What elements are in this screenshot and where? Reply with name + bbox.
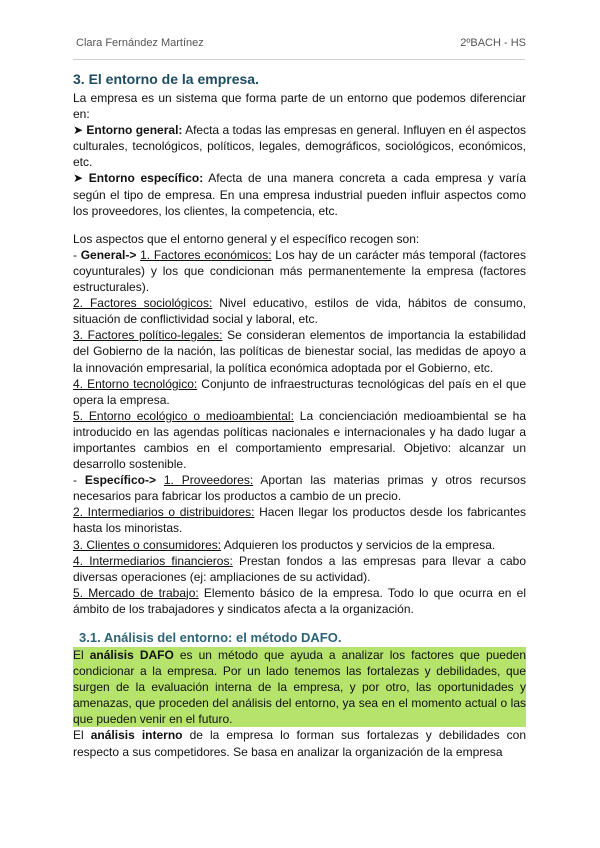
factor-title: 3. Factores político-legales: bbox=[73, 328, 223, 343]
specific-group-label: Específico-> bbox=[84, 473, 156, 488]
specific-factor-5 bbox=[73, 585, 526, 617]
factor-title: 5. Mercado de trabajo: bbox=[73, 585, 199, 600]
factor-title: 4. Intermediarios financieros: bbox=[73, 553, 233, 568]
spacer bbox=[73, 219, 526, 231]
dafo-term: análisis DAFO bbox=[89, 648, 174, 662]
factor-text: Conjunto de infraestructuras tecnológicas del país en el que opera la empresa. bbox=[73, 376, 527, 407]
factor-text: Aportan las materias primas y otros recursos necesarios para fabricar los productos a cambio de un precio. bbox=[73, 473, 526, 504]
internal-analysis-paragraph bbox=[73, 727, 526, 759]
header-divider bbox=[73, 59, 525, 60]
factor-title: 2. Intermediarios o distribuidores: bbox=[73, 505, 255, 520]
specific-environment-paragraph bbox=[73, 170, 526, 218]
factor-text: Prestan fondos a las empresas para llevar a cabo diversas operaciones (ej: ampliaciones de su actividad). bbox=[73, 553, 526, 584]
spacer bbox=[73, 617, 526, 629]
dafo-pre: El bbox=[73, 648, 90, 662]
factor-title: 2. Factores sociológicos: bbox=[73, 296, 213, 311]
general-factor-1 bbox=[73, 247, 526, 295]
specific-factor-1 bbox=[73, 472, 526, 504]
dafo-text: es un método que ayuda a analizar los factores que pueden condicionar a la empresa. Por un lado tenemos las fortalezas y debilidades, que surgen de la evaluación interna de la empresa, y por otro, las oportunidades y amenazas, que proceden del análisis del entorno, ya sea en el momento actual o las que pueden venir en el futuro. bbox=[73, 648, 526, 727]
factor-title: 3. Clientes o consumidores: bbox=[73, 537, 222, 552]
factor-text: Adquieren los productos y servicios de la empresa. bbox=[221, 537, 496, 552]
general-environment-text: Afecta a todas las empresas en general. Influyen en él aspectos culturales, tecnológicos, políticos, legales, demográficos, sociológicos, económicos, etc. bbox=[73, 123, 526, 170]
specific-group-prefix: - bbox=[73, 473, 85, 488]
general-environment-paragraph bbox=[73, 122, 526, 170]
factor-text: Hacen llegar los productos desde los fabricantes hasta los minoristas. bbox=[73, 505, 526, 536]
document-body bbox=[73, 68, 526, 760]
general-factor-3 bbox=[73, 327, 526, 375]
specific-environment-text: Afecta de una manera concreta a cada empresa y varía según el tipo de empresa. En una empresa industrial pueden influir aspectos como los proveedores, los clientes, la competencia, etc. bbox=[73, 171, 527, 218]
factor-title: 5. Entorno ecológico o medioambiental: bbox=[73, 408, 294, 423]
specific-factor-3 bbox=[73, 537, 526, 553]
factor-text: Los hay de un carácter más temporal (factores coyunturales) y los que condicionan más permanentemente la empresa (factores estructurales). bbox=[73, 247, 526, 295]
header-author: Clara Fernández Martínez bbox=[76, 37, 204, 49]
general-factor-5 bbox=[73, 408, 526, 472]
specific-factor-2 bbox=[73, 504, 526, 536]
general-environment-label: ➤ Entorno general: bbox=[73, 123, 183, 138]
factor-title: 4. Entorno tecnológico: bbox=[73, 376, 198, 391]
general-factor-2 bbox=[73, 295, 526, 327]
factor-text: Se consideran elementos de importancia la estabilidad del Gobierno de la nación, las políticas de bienestar social, las medidas de apoyo a la innovación empresarial, la política económica adoptada por el Gobierno, etc. bbox=[73, 328, 526, 375]
aspects-intro: Los aspectos que el entorno general y el específico recogen son: bbox=[73, 231, 420, 246]
general-group-prefix: - bbox=[73, 247, 81, 262]
factor-title: 1. Proveedores: bbox=[163, 473, 254, 488]
section-intro: La empresa es un sistema que forma parte de un entorno que podemos diferenciar en: bbox=[73, 91, 526, 122]
factor-title: 1. Factores económicos: bbox=[140, 247, 272, 262]
factor-text: Nivel educativo, estilos de vida, hábitos de consumo, situación de conflictividad social y laboral, etc. bbox=[73, 296, 526, 327]
factor-text: Elemento básico de la empresa. Todo lo que ocurra en el ámbito de los trabajadores y sindicatos afecta a la organización. bbox=[73, 585, 526, 616]
internal-text: de la empresa lo forman sus fortalezas y debilidades con respecto a sus competidores. Se basa en analizar la organización de la empresa bbox=[73, 728, 526, 759]
factor-text: La concienciación medioambiental se ha introducido en las agendas políticas nacionales e internacionales y ha dado lugar a importantes cambios en el comportamiento empresarial. Objetivo: alcanzar un desarrollo sostenible. bbox=[73, 408, 527, 472]
general-factor-4 bbox=[73, 376, 526, 408]
internal-term: análisis interno bbox=[90, 728, 183, 743]
general-group-label: General-> bbox=[80, 247, 137, 262]
specific-environment-label: ➤ Entorno específico: bbox=[73, 171, 204, 186]
dafo-paragraph-highlighted bbox=[73, 647, 526, 727]
section-title: 3. El entorno de la empresa. bbox=[73, 71, 259, 87]
internal-pre: El bbox=[73, 728, 91, 743]
subsection-title: 3.1. Análisis del entorno: el método DAFO. bbox=[79, 630, 342, 645]
header-course: 2ºBACH - HS bbox=[460, 37, 526, 49]
specific-factor-4 bbox=[73, 553, 526, 585]
